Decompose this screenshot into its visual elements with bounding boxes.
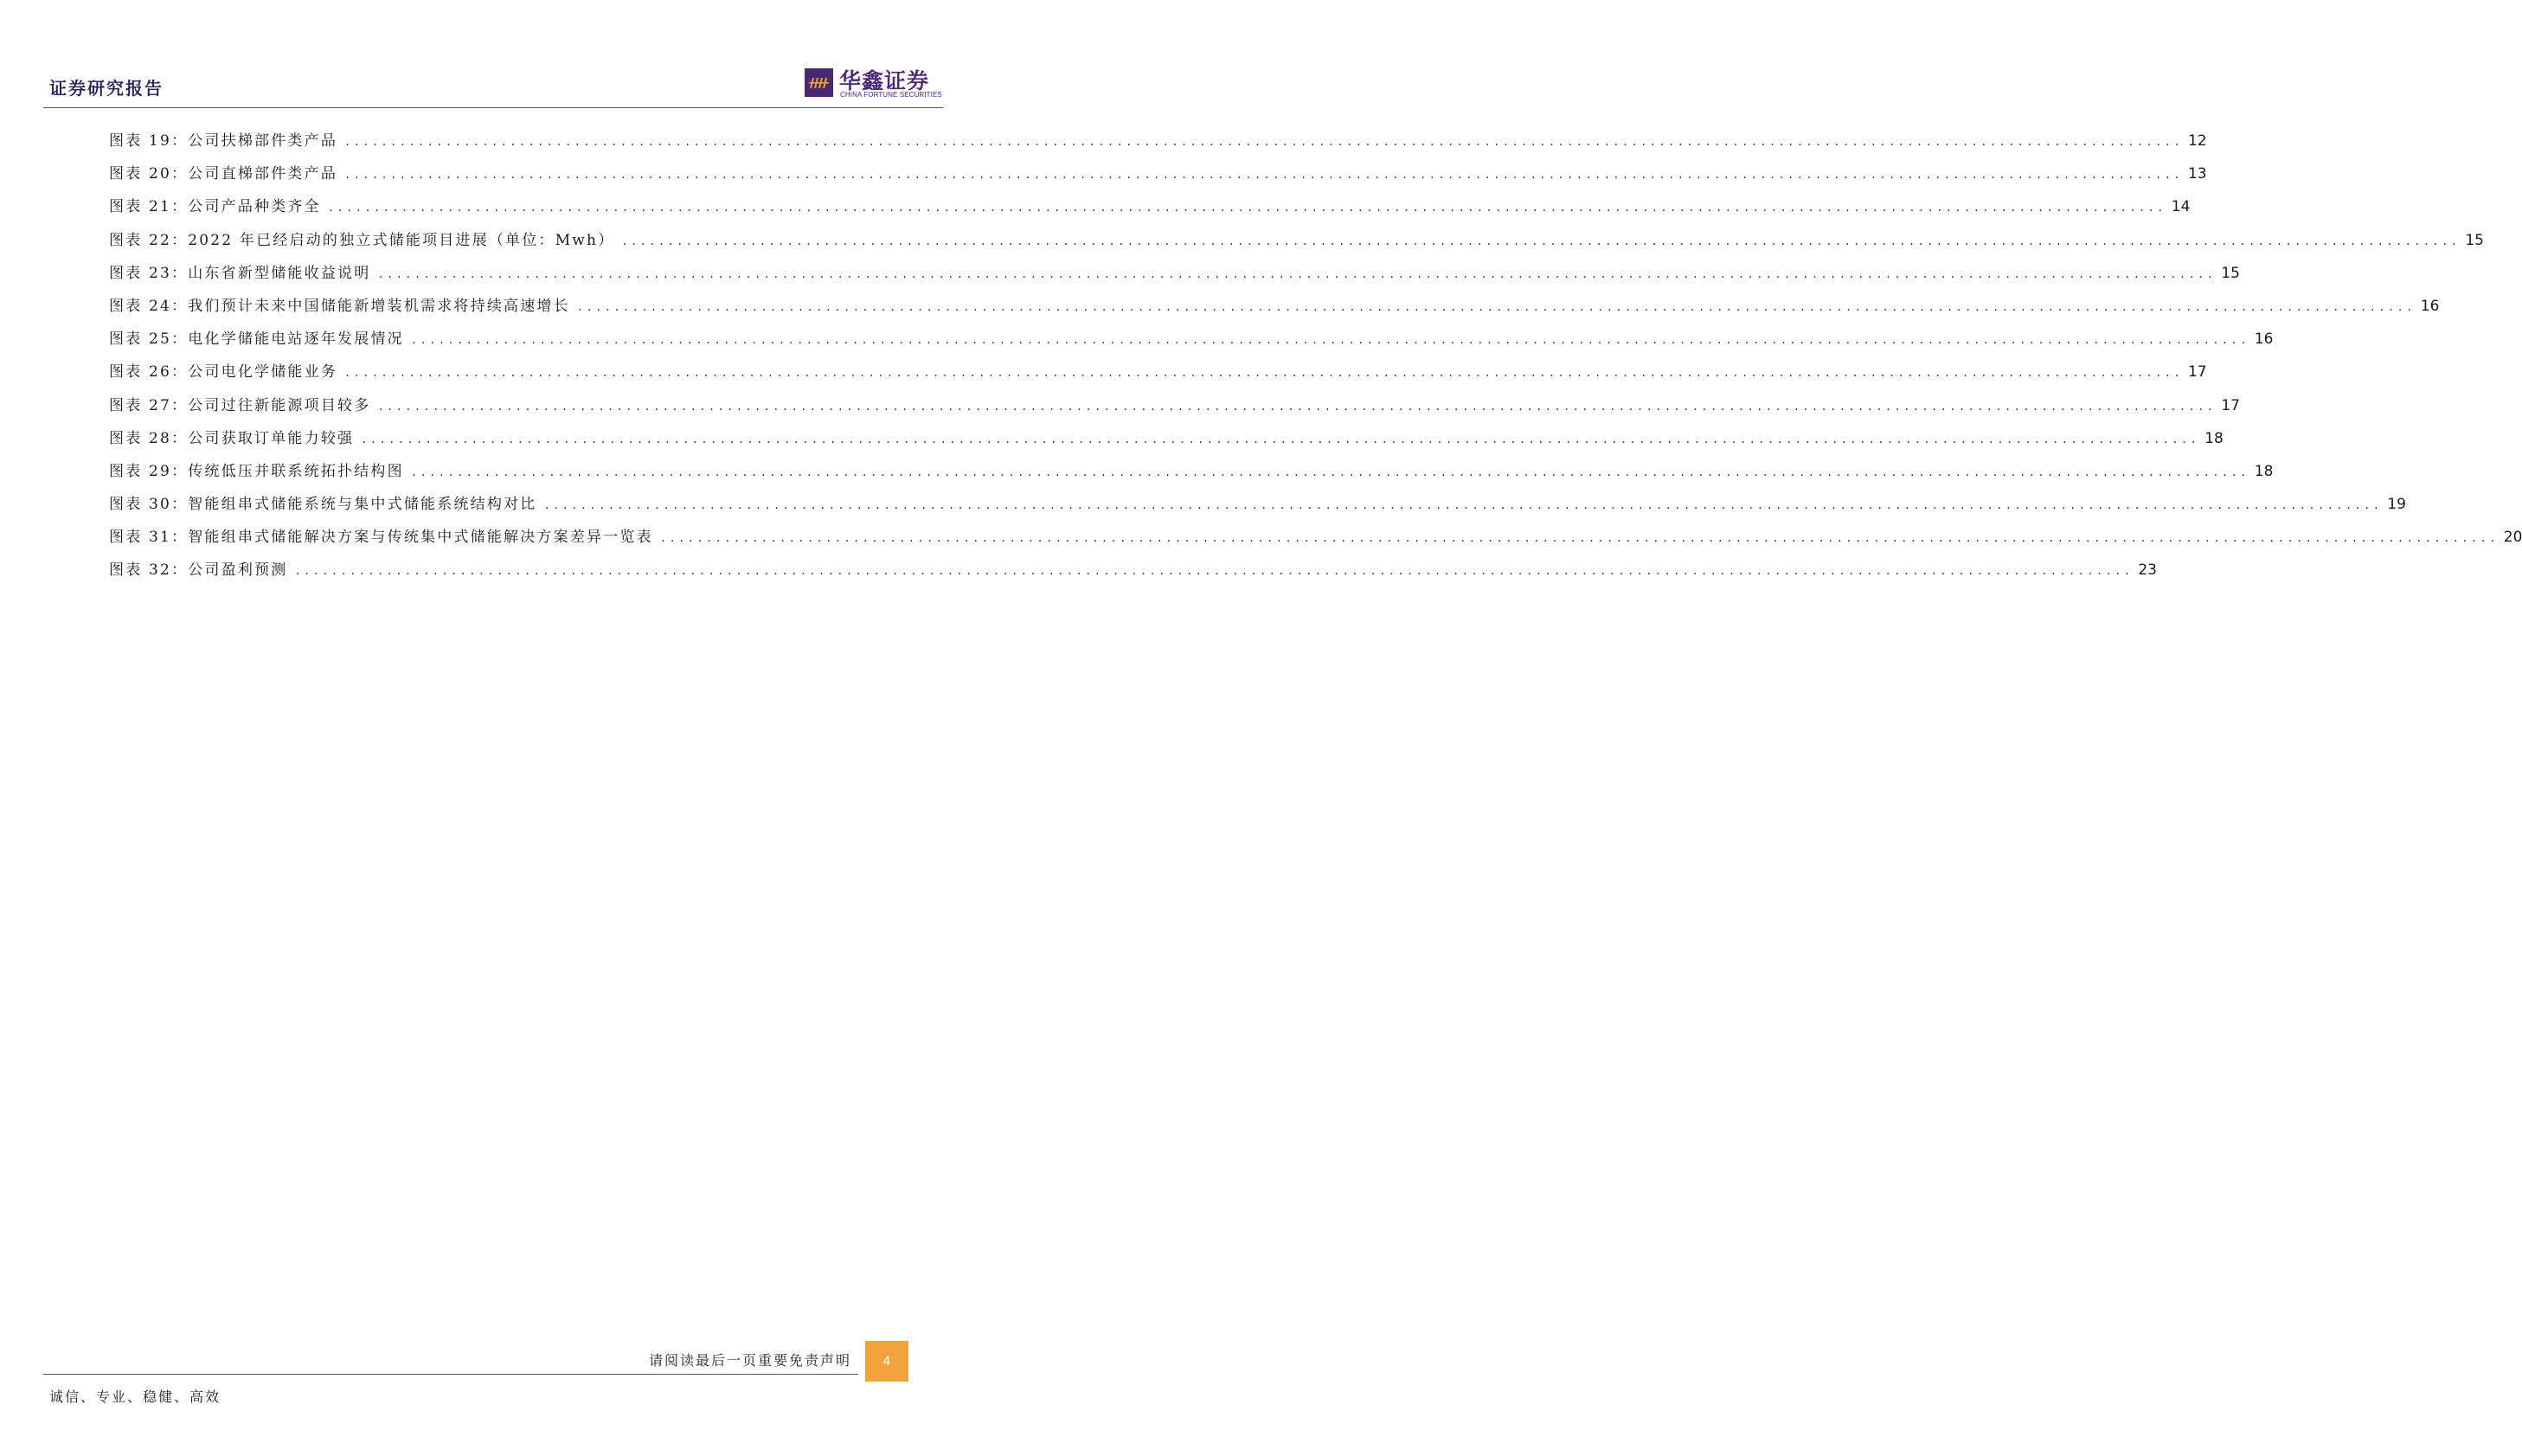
table-of-figures	[109, 128, 2522, 591]
company-motto: 诚信、专业、稳健、高效	[49, 1389, 221, 1405]
toc-leader-dots: ........................................................................................................................................................................................................	[344, 367, 2183, 380]
toc-entry-label: 图表 26：公司电化学储能业务	[109, 363, 338, 382]
toc-entry-page: 16	[2420, 297, 2440, 315]
toc-entry-label: 图表 28：公司获取订单能力较强	[109, 429, 355, 447]
toc-leader-dots: ........................................................................................................................................................................................................	[410, 334, 2249, 347]
toc-leader-dots: ........................................................................................................................................................................................................	[327, 202, 2166, 215]
toc-entry-page: 23	[2138, 561, 2157, 580]
toc-entry-label: 图表 25：电化学储能电站逐年发展情况	[109, 330, 404, 349]
disclaimer-notice: 请阅读最后一页重要免责声明	[649, 1352, 852, 1369]
toc-leader-dots: ........................................................................................................................................................................................................	[576, 300, 2416, 313]
toc-entry-page: 19	[2387, 496, 2406, 514]
toc-entry-page: 14	[2171, 198, 2191, 216]
toc-leader-dots: ........................................................................................................................................................................................................	[344, 169, 2183, 182]
toc-entry-label: 图表 31：智能组串式储能解决方案与传统集中式储能解决方案差异一览表	[109, 529, 653, 547]
toc-entry-label: 图表 19：公司扶梯部件类产品	[109, 132, 338, 150]
toc-entry[interactable]	[109, 393, 2240, 426]
toc-entry-label: 图表 21：公司产品种类齐全	[109, 198, 321, 216]
toc-leader-dots: ........................................................................................................................................................................................................	[361, 433, 2200, 446]
footer-divider	[43, 1374, 858, 1375]
toc-leader-dots: ........................................................................................................................................................................................................	[377, 267, 2217, 280]
toc-leader-dots: ........................................................................................................................................................................................................	[294, 565, 2134, 578]
toc-leader-dots: ........................................................................................................................................................................................................	[621, 234, 2461, 247]
toc-entry-page: 17	[2221, 396, 2240, 414]
toc-leader-dots: ........................................................................................................................................................................................................	[543, 499, 2383, 512]
toc-entry[interactable]	[109, 557, 2157, 590]
toc-entry-page: 12	[2187, 132, 2207, 150]
brand-name-cn: 华鑫证券	[839, 68, 930, 93]
toc-entry-label: 图表 32：公司盈利预测	[109, 561, 288, 580]
toc-leader-dots: ........................................................................................................................................................................................................	[377, 400, 2217, 413]
toc-entry-label: 图表 24：我们预计未来中国储能新增装机需求将持续高速增长	[109, 297, 570, 315]
toc-entry-label: 图表 22：2022 年已经启动的独立式储能项目进展（单位：Mwh）	[109, 231, 615, 249]
toc-leader-dots: ........................................................................................................................................................................................................	[659, 532, 2499, 545]
toc-entry[interactable]	[109, 260, 2240, 293]
toc-entry[interactable]	[109, 194, 2191, 227]
header-divider	[43, 107, 943, 108]
toc-leader-dots: ........................................................................................................................................................................................................	[410, 465, 2249, 478]
toc-entry-label: 图表 27：公司过往新能源项目较多	[109, 396, 371, 414]
toc-entry-page: 20	[2503, 529, 2522, 547]
toc-entry-label: 图表 30：智能组串式储能系统与集中式储能系统结构对比	[109, 496, 537, 514]
toc-entry-page: 16	[2254, 330, 2274, 349]
toc-entry[interactable]	[109, 326, 2274, 359]
toc-entry-page: 18	[2254, 462, 2274, 480]
toc-entry-label: 图表 29：传统低压并联系统拓扑结构图	[109, 462, 404, 480]
toc-entry[interactable]	[109, 161, 2207, 194]
toc-entry-page: 17	[2187, 363, 2207, 382]
toc-entry[interactable]	[109, 359, 2207, 392]
toc-leader-dots: ........................................................................................................................................................................................................	[344, 136, 2183, 148]
toc-entry-label: 图表 20：公司直梯部件类产品	[109, 165, 338, 183]
toc-entry-page: 18	[2204, 429, 2224, 447]
page-number: 4	[865, 1341, 908, 1382]
toc-entry[interactable]	[109, 228, 2484, 260]
toc-entry[interactable]	[109, 459, 2274, 491]
toc-entry-page: 15	[2221, 264, 2240, 282]
brand-name-en: CHINA FORTUNE SECURITIES	[840, 91, 942, 99]
toc-entry[interactable]	[109, 293, 2440, 326]
brand-logo-icon	[805, 68, 833, 97]
brand-logo	[805, 66, 943, 100]
toc-entry-label: 图表 23：山东省新型储能收益说明	[109, 264, 371, 282]
toc-entry-page: 15	[2465, 231, 2484, 249]
report-type-title: 证券研究报告	[49, 78, 164, 99]
toc-entry[interactable]	[109, 524, 2522, 557]
toc-entry-page: 13	[2187, 165, 2207, 183]
toc-entry[interactable]	[109, 426, 2224, 459]
toc-entry[interactable]	[109, 491, 2406, 524]
toc-entry[interactable]	[109, 128, 2207, 161]
